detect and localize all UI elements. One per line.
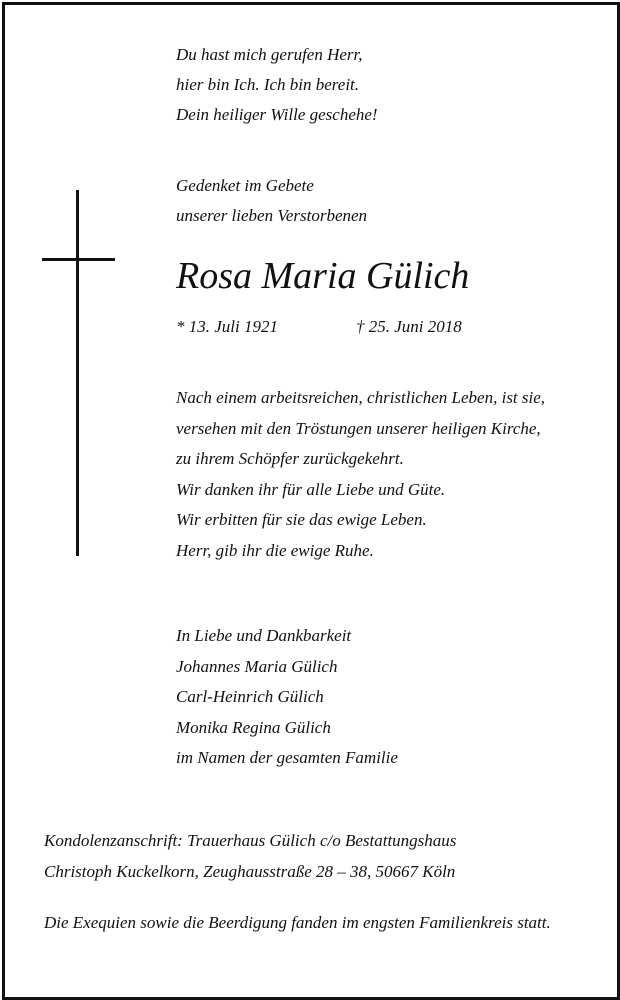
intro-line: Gedenket im Gebete: [176, 176, 314, 195]
verse: [176, 40, 378, 130]
family-line: In Liebe und Dankbarkeit: [176, 626, 352, 645]
family-line: Carl-Heinrich Gülich: [176, 687, 324, 706]
family-line: im Namen der gesamten Familie: [176, 748, 398, 767]
obituary-line: Nach einem arbeitsreichen, christlichen Leben, ist sie,: [176, 388, 546, 407]
verse-line: hier bin Ich. Ich bin bereit.: [176, 75, 360, 94]
obituary-line: Herr, gib ihr die ewige Ruhe.: [176, 540, 374, 560]
funeral-note: Die Exequien sowie die Beerdigung fanden im engsten Familienkreis statt.: [44, 913, 551, 932]
deceased-name: Rosa Maria Gülich: [176, 255, 470, 297]
address-line: Kondolenzanschrift: Trauerhaus Gülich c/o Bestattungshaus: [44, 831, 457, 850]
obituary-line: zu ihrem Schöpfer zurückgekehrt.: [176, 449, 404, 468]
family-line: Johannes Maria Gülich: [176, 656, 338, 676]
cross-icon-crossbar: [42, 258, 115, 261]
intro-line: unserer lieben Verstorbenen: [176, 206, 368, 225]
family-line: Monika Regina Gülich: [176, 717, 331, 737]
obituary-line: versehen mit den Tröstungen unserer heiligen Kirche,: [176, 418, 541, 438]
death-date: † 25. Juni 2018: [356, 317, 462, 336]
birth-date: * 13. Juli 1921: [176, 317, 278, 336]
verse-line: Du hast mich gerufen Herr,: [176, 45, 363, 64]
cross-icon: [76, 190, 79, 556]
obituary-text: [176, 383, 545, 566]
condolence-address: [44, 826, 456, 888]
verse-line: Dein heiliger Wille geschehe!: [176, 105, 378, 124]
address-line: Christoph Kuckelkorn, Zeughausstraße 28 – 38, 50667 Köln: [44, 862, 456, 881]
family-signature: [176, 621, 398, 774]
obituary-line: Wir danken ihr für alle Liebe und Güte.: [176, 479, 446, 499]
intro: [176, 171, 367, 231]
obituary-line: Wir erbitten für sie das ewige Leben.: [176, 510, 427, 529]
